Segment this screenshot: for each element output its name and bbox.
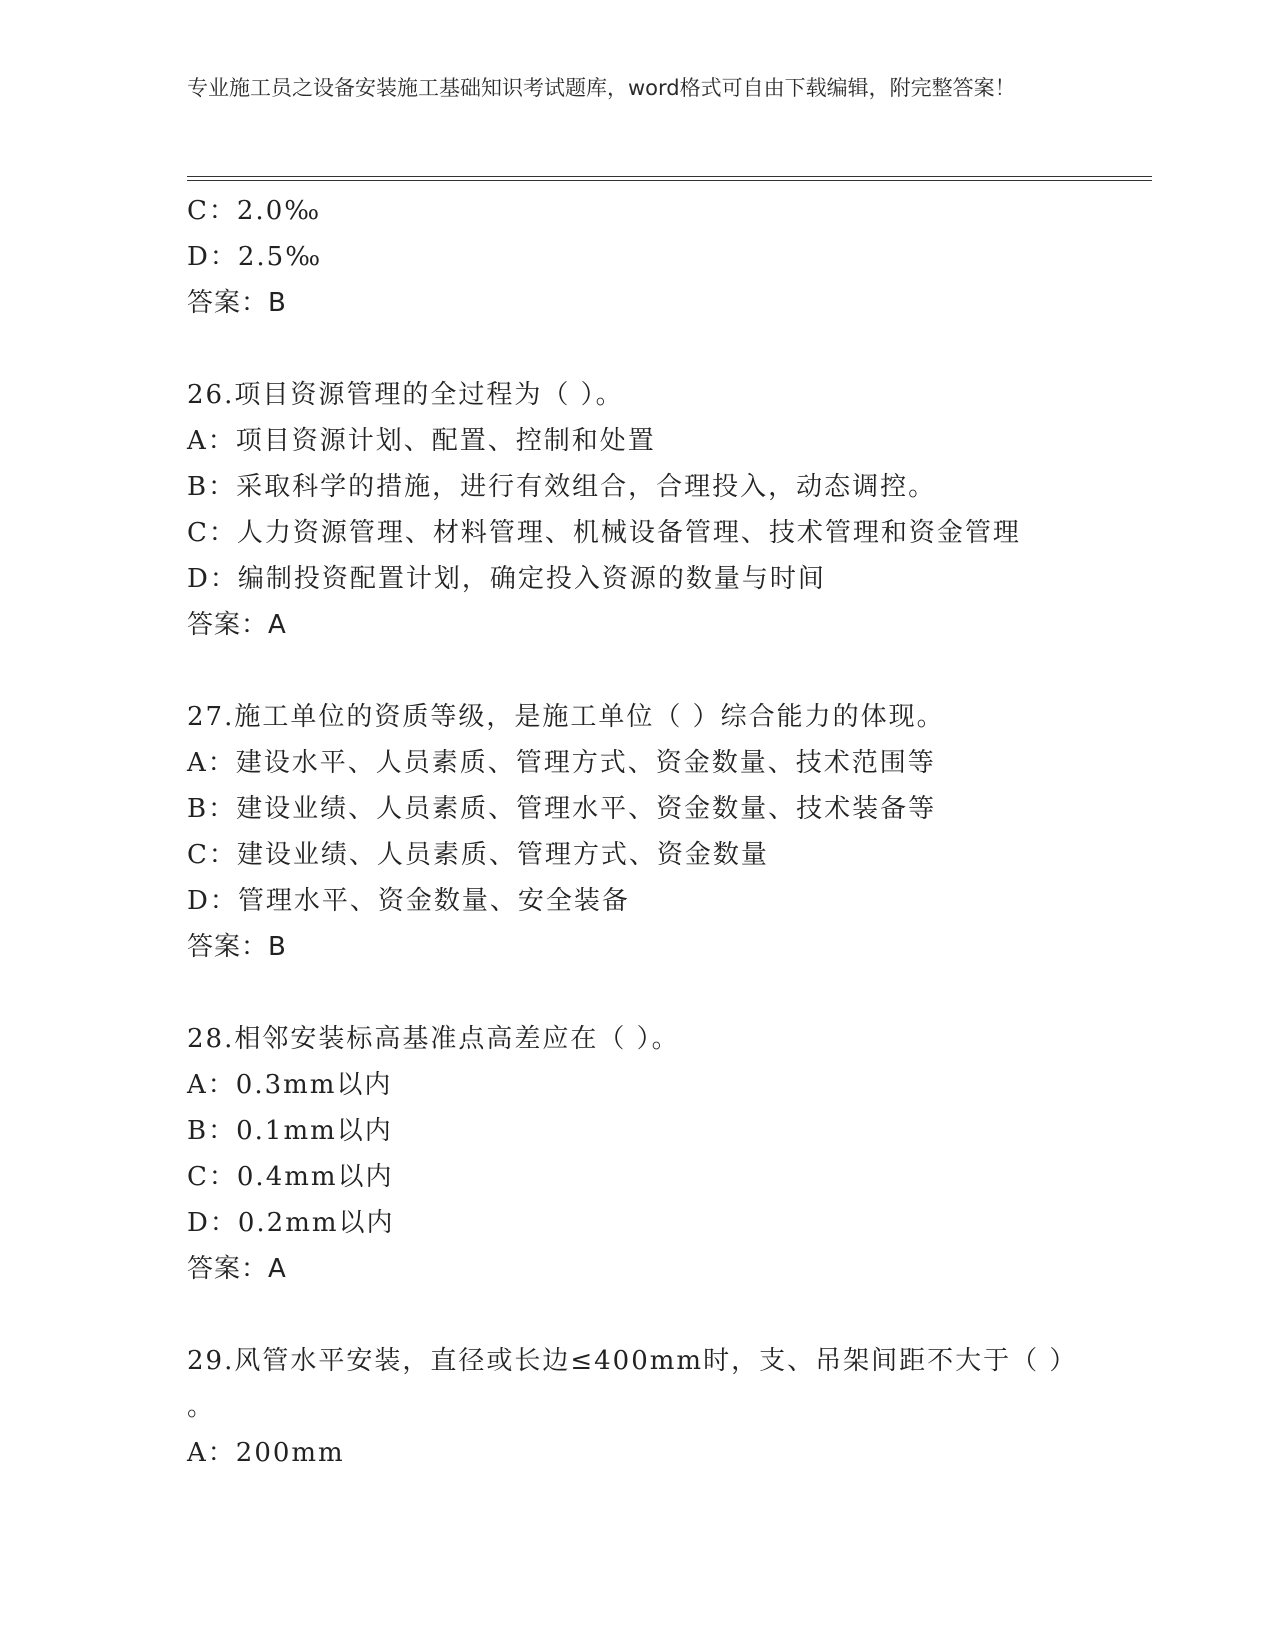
page-header [187,72,1067,105]
option-d: D：2.5‰ [187,242,323,272]
answer: 答案：B [187,932,287,962]
question-content [187,188,1087,1476]
option-a: A：建设水平、人员素质、管理方式、资金数量、技术范围等 [187,748,936,778]
option-a: A：项目资源计划、配置、控制和处置 [187,426,656,456]
option-c: C：0.4mm以内 [187,1162,394,1192]
question-26 [187,372,1087,648]
question-stem: 28.相邻安装标高基准点高差应在（ ）。 [187,1024,680,1054]
spacer [187,326,1087,372]
spacer [187,648,1087,694]
question-27 [187,694,1087,970]
spacer [187,970,1087,1016]
question-stem-continued: 。 [187,1392,216,1422]
option-c: C：2.0‰ [187,196,322,226]
header-title: 专业施工员之设备安装施工基础知识考试题库，word格式可自由下载编辑，附完整答案！ [187,76,1016,100]
answer: 答案：B [187,288,287,318]
header-double-rule [187,176,1152,181]
option-d: D：管理水平、资金数量、安全装备 [187,886,630,916]
question-29 [187,1338,1087,1476]
question-28 [187,1016,1087,1292]
option-b: B：建设业绩、人员素质、管理水平、资金数量、技术装备等 [187,794,937,824]
question-stem: 29.风管水平安装，直径或长边≤400mm时，支、吊架间距不大于（ ） [187,1346,1078,1376]
option-b: B：采取科学的措施，进行有效组合，合理投入，动态调控。 [187,472,937,502]
option-a: A：200mm [187,1438,345,1468]
spacer [187,1292,1087,1338]
answer: 答案：A [187,1254,287,1284]
question-stem: 26.项目资源管理的全过程为（ ）。 [187,380,624,410]
option-d: D：0.2mm以内 [187,1208,395,1238]
answer: 答案：A [187,610,287,640]
option-d: D：编制投资配置计划，确定投入资源的数量与时间 [187,564,826,594]
question-stem: 27.施工单位的资质等级，是施工单位（ ）综合能力的体现。 [187,702,945,732]
option-c: C：人力资源管理、材料管理、机械设备管理、技术管理和资金管理 [187,518,1021,548]
partial-question [187,188,1087,326]
option-a: A：0.3mm以内 [187,1070,393,1100]
option-c: C：建设业绩、人员素质、管理方式、资金数量 [187,840,769,870]
option-b: B：0.1mm以内 [187,1116,393,1146]
